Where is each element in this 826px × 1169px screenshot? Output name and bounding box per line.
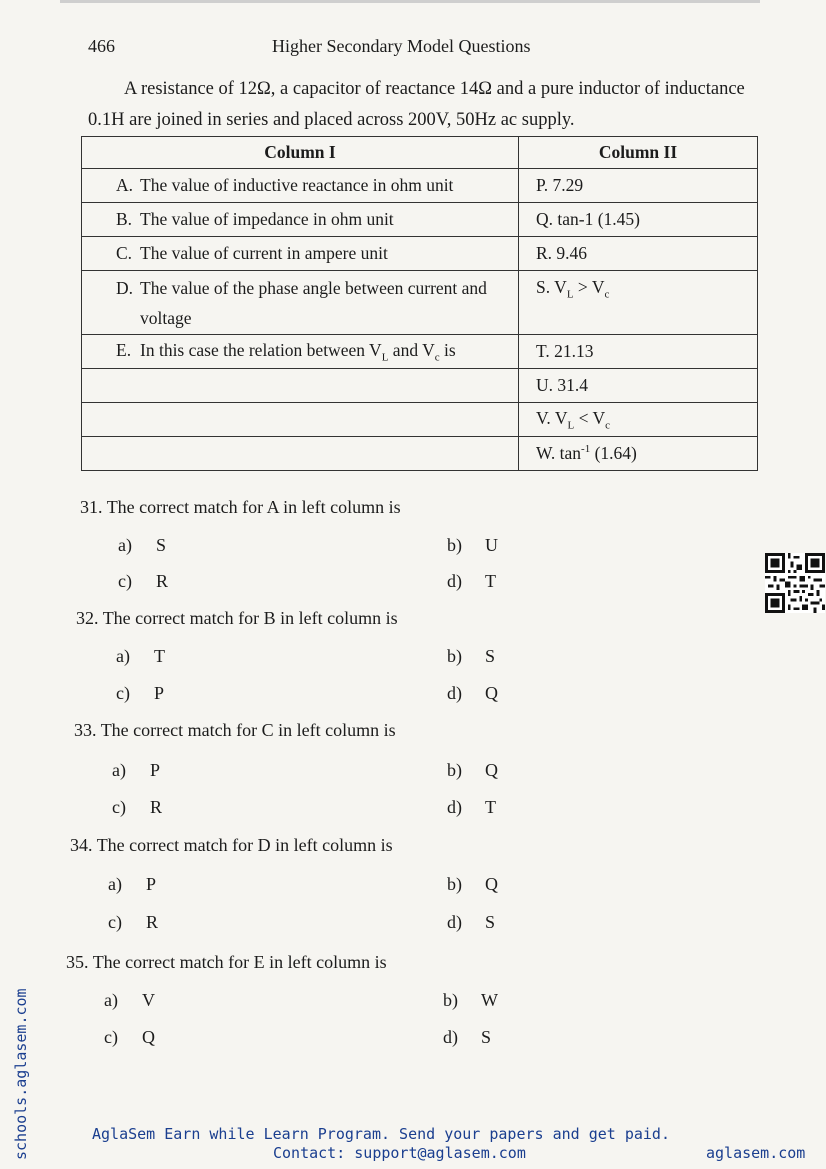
option-d[interactable]: d) T xyxy=(447,571,496,591)
table-row: A. The value of inductive reactance in ohm unit P. 7.29 xyxy=(82,169,758,203)
running-title: Higher Secondary Model Questions xyxy=(272,36,531,56)
option-a[interactable]: a) P xyxy=(112,760,161,780)
top-rule xyxy=(60,0,760,3)
column-2-header: Column II xyxy=(519,137,758,169)
option-d[interactable]: d) Q xyxy=(447,683,498,703)
option-b[interactable]: b) Q xyxy=(447,760,498,780)
table-row: C. The value of current in ampere unit R. 9.46 xyxy=(82,237,758,271)
option-c[interactable]: c) P xyxy=(116,683,165,703)
option-a[interactable]: a) P xyxy=(108,874,157,894)
option-b[interactable]: b) S xyxy=(447,646,496,666)
footer-program-text: AglaSem Earn while Learn Program. Send your papers and get paid. xyxy=(92,1125,670,1143)
question-intro: A resistance of 12Ω, a capacitor of reactance 14Ω and a pure inductor of inductance 0.1H are joined in series and placed across 200V, 50Hz ac supply. xyxy=(88,79,745,130)
option-b[interactable]: b) U xyxy=(447,535,498,555)
table-row: B. The value of impedance in ohm unit Q. tan-1 (1.45) xyxy=(82,203,758,237)
option-b[interactable]: b) Q xyxy=(447,874,498,894)
page-number: 466 xyxy=(88,36,115,56)
option-c[interactable]: c) R xyxy=(108,912,159,932)
side-watermark-url: schools.aglasem.com xyxy=(12,988,30,1160)
option-c[interactable]: c) R xyxy=(118,571,169,591)
column-1-header: Column I xyxy=(82,137,519,169)
option-a[interactable]: a) V xyxy=(104,990,155,1010)
option-a[interactable]: a) S xyxy=(118,535,167,555)
footer-contact: Contact: support@aglasem.com xyxy=(273,1144,526,1162)
option-c[interactable]: c) R xyxy=(112,797,163,817)
option-a[interactable]: a) T xyxy=(116,646,165,666)
table-row: E. In this case the relation between $V_L$ and $V_c$ is T. 21.13 xyxy=(82,335,758,369)
table-row: V. $V_L < V_c$ xyxy=(82,403,758,437)
option-d[interactable]: d) S xyxy=(447,912,496,932)
option-d[interactable]: d) T xyxy=(447,797,496,817)
table-row: W. $\tan^{-1} (1.64)$ xyxy=(82,437,758,471)
option-d[interactable]: d) S xyxy=(443,1027,492,1047)
match-table xyxy=(81,136,758,471)
footer-site: aglasem.com xyxy=(706,1144,806,1162)
table-row: D. The value of the phase angle between current and voltage S. $V_L > V_c$ xyxy=(82,271,758,335)
option-b[interactable]: b) W xyxy=(443,990,498,1010)
table-row: U. 31.4 xyxy=(82,369,758,403)
qr-code-icon xyxy=(765,553,825,613)
option-c[interactable]: c) Q xyxy=(104,1027,155,1047)
